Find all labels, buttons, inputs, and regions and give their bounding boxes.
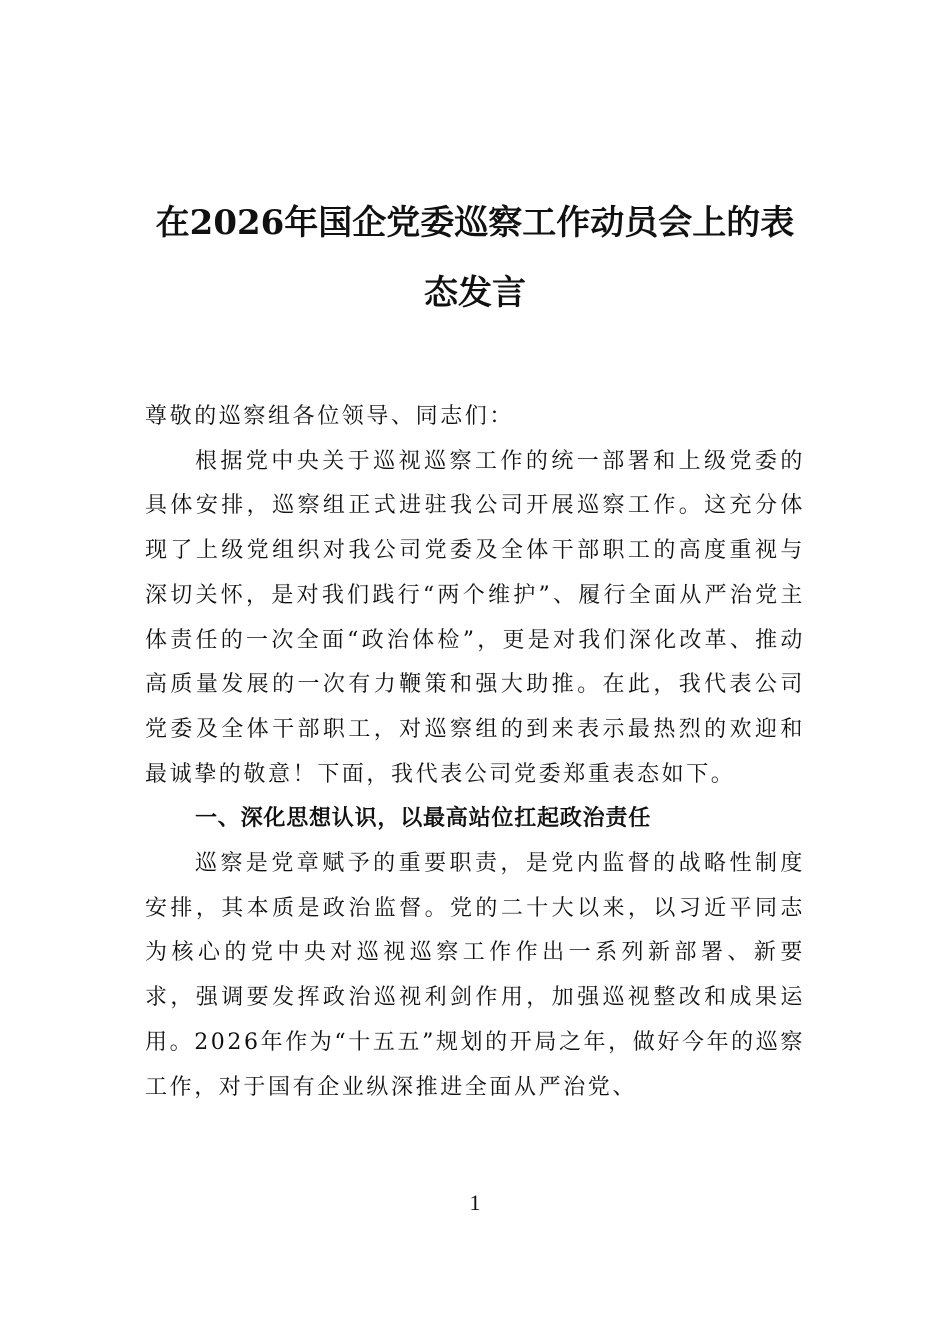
salutation: 尊敬的巡察组各位领导、同志们： — [145, 404, 515, 429]
section-paragraph: 巡察是党章赋予的重要职责，是党内监督的战略性制度安排，其本质是政治监督。党的二十大以来，以习近平同志为核心的党中央对巡视巡察工作作出一系列新部署、新要求，强调要发挥政治巡视利剑作用，加强巡视整改和成果运用。2026年作为“十五五”规划的开局之年，做好今年的巡察工作，对于国有企业纵深推进全面从严治党、 — [145, 851, 805, 1100]
document-title: 在2026年国企党委巡察工作动员会上的表态发言 — [155, 203, 795, 313]
section-heading: 一、深化思想认识，以最高站位扛起政治责任 — [195, 806, 652, 832]
page-number: 1 — [469, 1190, 481, 1215]
opening-paragraph: 根据党中央关于巡视巡察工作的统一部署和上级党委的具体安排，巡察组正式进驻我公司开展巡察工作。这充分体现了上级党组织对我公司党委及全体干部职工的高度重视与深切关怀，是对我们践行“两个维护”、履行全面从严治党主体责任的一次全面“政治体检”，更是对我们深化改革、推动高质量发展的一次有力鞭策和强大助推。在此，我代表公司党委及全体干部职工，对巡察组的到来表示最热烈的欢迎和最诚挚的敬意！下面，我代表公司党委郑重表态如下。 — [145, 448, 805, 787]
document-body — [145, 395, 805, 1110]
